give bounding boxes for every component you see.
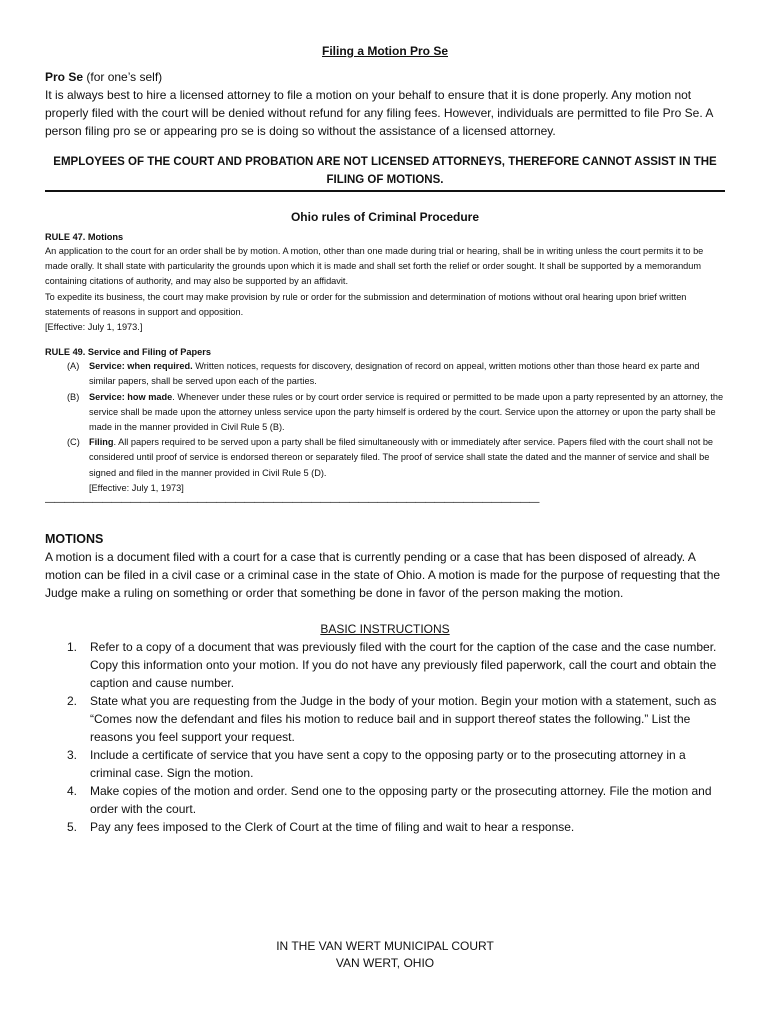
step-number: 3. — [67, 748, 78, 763]
instruction-step — [45, 818, 725, 836]
footer-court-name: IN THE VAN WERT MUNICIPAL COURT — [276, 939, 494, 953]
court-employee-notice: EMPLOYEES OF THE COURT AND PROBATION ARE NOT LICENSED ATTORNEYS, THEREFORE CANNOT ASSIST IN THE FILING OF MOTIONS. — [45, 153, 725, 192]
rule-49-item-b — [45, 390, 725, 436]
pro-se-section — [45, 68, 725, 86]
item-text: . All papers required to be served upon a party shall be filed simultaneously with or immediately after service. Papers filed with the court shall not be considered until proof of service is endorsed thereon or separately filed. The proof of service shall state the dated and the manner of service and shall be signed and filed in the manner provided in Civil Rule 5 (D). — [89, 437, 714, 478]
pro-se-term-note: (for one’s self) — [86, 70, 163, 84]
item-label: Service: when required. — [89, 361, 193, 372]
rule-49-item-a — [45, 359, 725, 389]
step-text: Make copies of the motion and order. Send one to the opposing party or the prosecuting attorney. File the motion and order with the court. — [90, 784, 712, 817]
list-marker: (A) — [67, 361, 80, 372]
item-text: . Whenever under these rules or by court order service is required or permitted to be made upon a party represented by an attorney, the service shall be made upon the attorney unless service upon the party himself is ordered by the court. Service upon the attorney or upon the party shall be made in the manner provided in Civil Rule 5 (B). — [89, 391, 724, 433]
instruction-step — [45, 782, 725, 818]
pro-se-term: Pro Se — [45, 70, 84, 84]
instruction-step — [45, 692, 725, 746]
motions-body: A motion is a document filed with a court for a case that is currently pending or a case that has been disposed of already. A motion can be filed in a civil case or a criminal case in the state of Ohio. A motion is made for the purpose of requesting that the Judge make a ruling on something or order that something be done in favor of the person making the motion. — [45, 550, 721, 601]
instruction-step — [45, 638, 725, 692]
item-text: Written notices, requests for discovery, designation of record on appeal, written motions other than those heard ex parte and similar papers, shall be served upon each of the parties. — [89, 361, 700, 387]
step-number: 5. — [67, 820, 78, 835]
item-label: Service: how made — [89, 391, 173, 402]
instruction-step — [45, 746, 725, 782]
rule-49-title: RULE 49. Service and Filing of Papers — [45, 347, 211, 358]
rule-47-title: RULE 47. Motions — [45, 232, 124, 242]
footer-location: VAN WERT, OHIO — [335, 956, 435, 970]
document-page — [45, 44, 725, 836]
rule-47-paragraph-1: An application to the court for an order shall be by motion. A motion, other than one made during trial or hearing, shall be in writing unless the court permits it to be made orally. It shall state with particularity the grounds upon which it is made and shall set forth the relief or order sought. It shall be supported by a memorandum containing citations of authority, and may also be supported by an affidavit. — [45, 246, 704, 287]
step-text: Refer to a copy of a document that was previously filed with the court for the caption of the case and the case number. Copy this information onto your motion. If you do not have any previously filed paperwork, call the court and obtain the caption and cause number. — [90, 640, 717, 691]
item-label: Filing — [89, 437, 114, 448]
document-title: Filing a Motion Pro Se — [322, 44, 448, 58]
rule-49-list — [45, 359, 725, 481]
list-marker: (B) — [67, 391, 80, 402]
rule-49-effective: [Effective: July 1, 1973] — [89, 482, 184, 493]
rule-47-paragraph-2: To expedite its business, the court may make provision by rule or order for the submission and determination of motions without oral hearing upon brief written statements of reasons in support and opposition. — [45, 291, 687, 317]
court-footer — [0, 938, 770, 972]
section-divider: ———————————————————————————————————————————————————— — [45, 497, 539, 509]
instructions-heading: BASIC INSTRUCTIONS — [320, 622, 450, 637]
rule-47-effective: [Effective: July 1, 1973.] — [45, 322, 143, 333]
list-marker: (C) — [67, 437, 80, 448]
rules-heading: Ohio rules of Criminal Procedure — [290, 210, 480, 224]
step-text: Pay any fees imposed to the Clerk of Court at the time of filing and wait to hear a response. — [90, 820, 575, 835]
step-number: 1. — [67, 640, 78, 655]
step-text: State what you are requesting from the Judge in the body of your motion. Begin your motion with a statement, such as “Comes now the defendant and files his motion to reduce bail and in support thereof states the following.” List the reasons you feel support your request. — [90, 694, 717, 745]
instructions-list — [45, 638, 725, 836]
step-number: 4. — [67, 784, 78, 799]
motions-heading: MOTIONS — [45, 532, 104, 547]
step-number: 2. — [67, 694, 78, 709]
rule-49-item-c — [45, 435, 725, 481]
pro-se-body: It is always best to hire a licensed attorney to file a motion on your behalf to ensure that it is done properly. Any motion not properly filed with the court will be denied without refund for any filing fees. However, individuals are permitted to file Pro Se. A person filing pro se or appearing pro se is doing so without the assistance of a licensed attorney. — [45, 88, 713, 138]
step-text: Include a certificate of service that you have sent a copy to the opposing party or to the prosecuting attorney in a criminal case. Sign the motion. — [90, 748, 686, 781]
